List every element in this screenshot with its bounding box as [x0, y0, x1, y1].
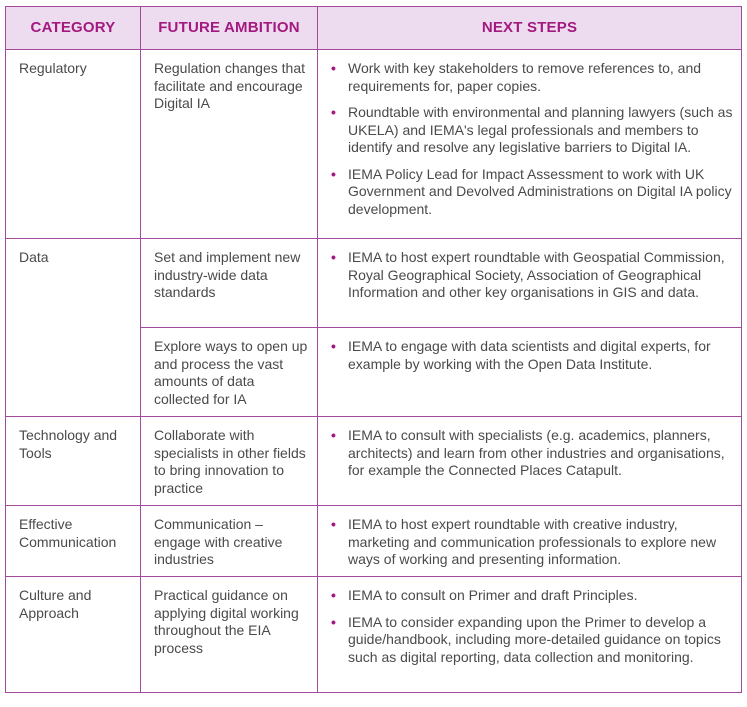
step-text: Roundtable with environmental and planning lawyers (such as UKELA) and IEMA's legal professionals and members to identify and resolve any legislative barriers to Digital IA. [348, 104, 733, 155]
category-cell: Data [6, 239, 141, 417]
table-row [6, 506, 742, 577]
ambition-cell: Communication – engage with creative industries [141, 506, 318, 577]
next-steps-cell [318, 417, 742, 506]
bullet-icon: • [331, 613, 336, 630]
category-cell: Technology and Tools [6, 417, 141, 506]
bullet-icon: • [331, 427, 336, 443]
bullet-icon: • [331, 338, 336, 354]
table-row [6, 50, 742, 239]
next-steps-list [331, 60, 735, 218]
table-row [6, 239, 742, 328]
table-row [6, 577, 742, 693]
list-item [331, 338, 735, 373]
table-row [6, 417, 742, 506]
list-item [331, 166, 735, 219]
ambition-cell: Collaborate with specialists in other fields to bring innovation to practice [141, 417, 318, 506]
next-steps-table [5, 6, 742, 693]
next-steps-list [331, 249, 735, 302]
step-text: IEMA to engage with data scientists and digital experts, for example by working with the Open Data Institute. [348, 338, 711, 372]
list-item [331, 427, 735, 480]
list-item [331, 516, 735, 569]
ambition-cell: Regulation changes that facilitate and encourage Digital IA [141, 50, 318, 239]
bullet-icon: • [331, 60, 336, 76]
list-item [331, 249, 735, 302]
next-steps-cell [318, 506, 742, 577]
next-steps-cell [318, 50, 742, 239]
ambition-cell: Set and implement new industry-wide data standards [141, 239, 318, 328]
ambition-cell: Explore ways to open up and process the vast amounts of data collected for IA [141, 328, 318, 417]
list-item [331, 614, 735, 667]
next-steps-cell [318, 239, 742, 328]
category-cell: Regulatory [6, 50, 141, 239]
list-item [331, 587, 735, 605]
bullet-icon: • [331, 165, 336, 182]
next-steps-list [331, 338, 735, 373]
next-steps-cell [318, 328, 742, 417]
bullet-icon: • [331, 104, 336, 120]
bullet-icon: • [331, 249, 336, 265]
category-cell: Culture and Approach [6, 577, 141, 693]
next-steps-list [331, 427, 735, 480]
list-item [331, 104, 735, 157]
step-text: Work with key stakeholders to remove references to, and requirements for, paper copies. [348, 60, 702, 94]
next-steps-list [331, 587, 735, 666]
bullet-icon: • [331, 587, 336, 603]
bullet-icon: • [331, 516, 336, 532]
header-row [6, 7, 742, 50]
step-text: IEMA to consult with specialists (e.g. academics, planners, architects) and learn from other industries and organisations, for example the Connected Places Catapult. [348, 427, 725, 478]
header-future-ambition: FUTURE AMBITION [141, 7, 318, 50]
ambition-cell: Practical guidance on applying digital working throughout the EIA process [141, 577, 318, 693]
step-text: IEMA to consider expanding upon the Primer to develop a guide/handbook, including more-detailed guidance on topics such as digital reporting, data collection and monitoring. [348, 613, 721, 665]
step-text: IEMA to host expert roundtable with creative industry, marketing and communication professionals to explore new ways of working and presenting information. [348, 516, 717, 567]
category-cell: Effective Communication [6, 506, 141, 577]
step-text: IEMA Policy Lead for Impact Assessment to work with UK Government and Devolved Administrations on Digital IA policy development. [348, 165, 732, 217]
header-next-steps: NEXT STEPS [318, 7, 742, 50]
header-category: CATEGORY [6, 7, 141, 50]
next-steps-cell [318, 577, 742, 693]
step-text: IEMA to consult on Primer and draft Principles. [348, 587, 638, 603]
step-text: IEMA to host expert roundtable with Geospatial Commission, Royal Geographical Society, Association of Geographical Information and other key organisations in GIS and data. [348, 249, 725, 300]
next-steps-list [331, 516, 735, 569]
list-item [331, 60, 735, 95]
